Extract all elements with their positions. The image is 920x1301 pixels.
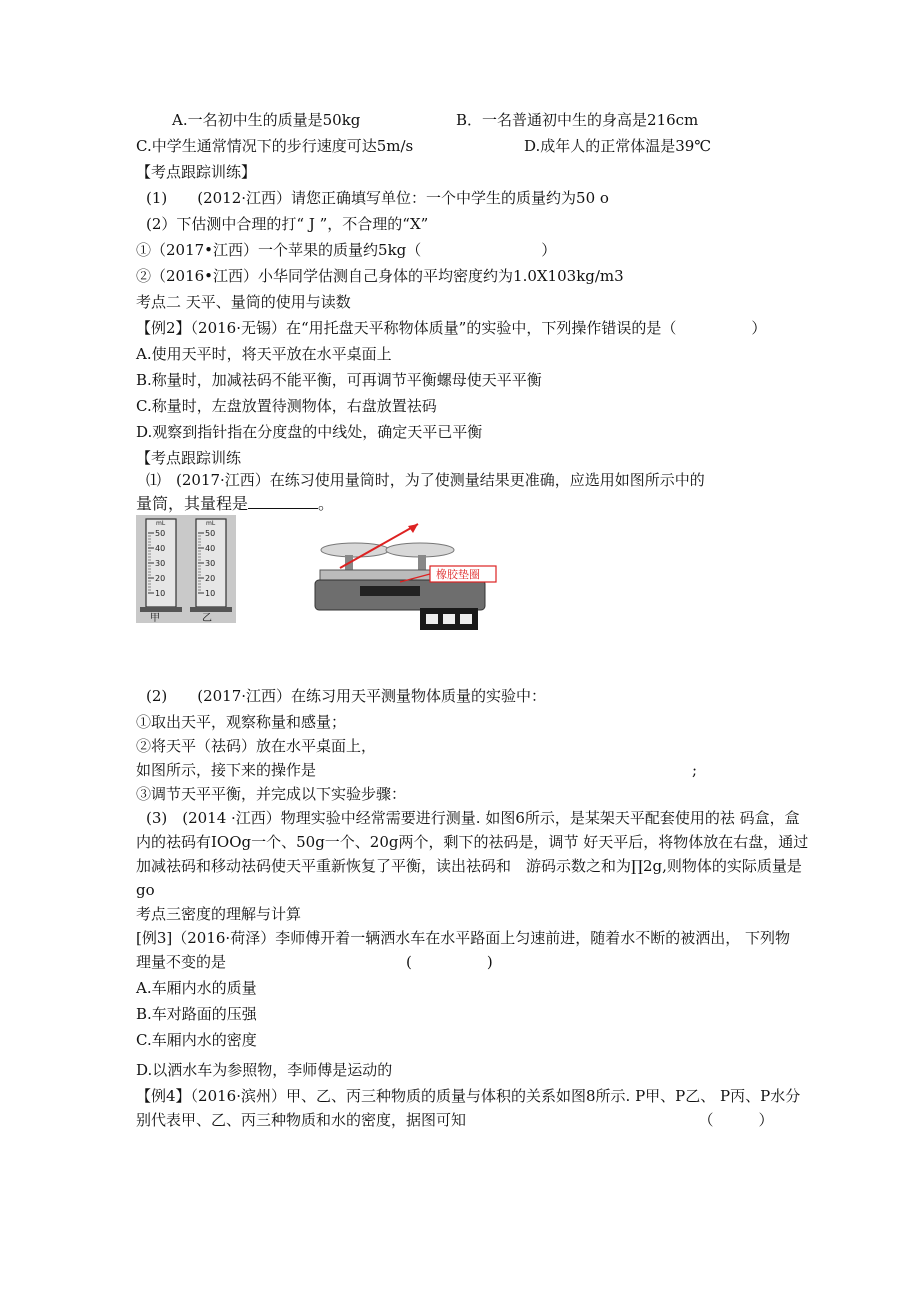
cylinder-yi-label: 乙 [202,613,212,623]
track2-step2: ②将天平（祛码）放在水平桌面上， [136,737,377,755]
balance-scale-plate [360,586,420,596]
track1-sub1: ①（2017•江西）一个苹果的质量约5kg（ ） [136,241,557,259]
section3-title: 考点三密度的理解与计算 [136,905,302,923]
cylinder-yi-base [190,607,232,612]
cylinder-yi-unit: mL [206,520,216,527]
track2-item1-line2 [136,494,334,514]
ex3-option-b: B.车对路面的压强 [136,1005,257,1023]
track2-item3-line1: (3) (2014 ·江西）物理实验中经常需要进行测量. 如图6所示，是某架天平配套使用的祛 码盒，盒 [146,809,800,827]
q1-option-c: C.中学生通常情况下的步行速度可达5m∕s [136,137,414,155]
cylinder-tick-label: 20 [205,574,216,583]
track1-heading: 【考点跟踪训练】 [136,163,257,181]
balance-scale-figure [300,520,510,635]
track2-item1-line1: ⑴ (2017·江西）在练习使用量筒时，为了使测量结果更准确，应选用如图所示中的 [146,471,705,489]
cylinder-jia-unit: mL [156,520,166,527]
track1-item2: (2）下估测中合理的打“ J ”，不合理的“X” [146,215,429,233]
track1-sub2: ②（2016•江西）小华同学估测自己身体的平均密度约为1.0X103kg∕m3 [136,267,624,285]
right-pan [386,543,454,557]
q1-option-b: B．一名普通初中生的身高是216cm [456,111,699,129]
track2-item1-end: 。 [318,494,335,513]
cylinder-tick-label: 50 [205,529,216,538]
ex3-stem-line2: 理量不变的是 ( ) [136,953,493,971]
q1-option-a: A.一名初中生的质量是50kg [172,111,361,129]
ex2-option-a: A.使用天平时，将天平放在水平桌面上 [136,345,392,363]
weight-slot-3 [460,614,472,624]
weight-slot-2 [443,614,455,624]
cylinder-jia-label: 甲 [150,613,160,623]
track2-step2b: 如图所示，接下来的操作是 [136,761,317,779]
track2-step3: ③调节天平平衡，并完成以下实验步骤： [136,785,407,803]
ex3-option-c: C.车厢内水的密度 [136,1031,257,1049]
cylinder-tick-label: 40 [205,544,216,553]
track2-item3-line4: go [136,881,155,899]
track1-item1: (1) (2012·江西）请您正确填写单位：一个中学生的质量约为50 o [146,189,609,207]
ex3-option-d: D.以洒水车为参照物，李师傅是运动的 [136,1061,393,1079]
cylinder-tick-label: 30 [205,559,216,568]
ex2-option-d: D.观察到指针指在分度盘的中线处，确定天平已平衡 [136,423,483,441]
cylinder-jia-base [140,607,182,612]
graduated-cylinders-figure [136,515,236,623]
track2-heading: 【考点跟踪训练 [136,449,242,467]
rubber-pad-label: 橡胶垫圈 [436,568,480,581]
track2-item1-text: 量筒，其量程是 [136,494,249,513]
ex4-stem-line1: 【例4】（2016·滨州）甲、乙、丙三种物质的质量与体积的关系如图8所示. P甲、P乙、 P丙、P水分 [136,1087,801,1105]
cylinder-tick-label: 20 [155,574,166,583]
section2-title: 考点二 天平、量筒的使用与读数 [136,293,351,311]
weight-slot-1 [426,614,438,624]
ex3-stem-line1: [例3]（2016·荷泽）李师傅开着一辆洒水车在水平路面上匀速前进，随着水不断的被洒出， 下列物 [136,929,790,947]
cylinder-tick-label: 30 [155,559,166,568]
cylinder-tick-label: 10 [155,589,166,598]
track2-step2b-end: ; [692,761,698,779]
track2-item3-line2: 内的祛码有IOOg一个、50g一个、20g两个，剩下的祛码是，调节 好天平后，将物体放在右盘，通过 [136,833,809,851]
cylinder-tick-label: 40 [155,544,166,553]
answer-blank [248,494,318,509]
q1-option-d: D.成年人的正常体温是39℃ [524,137,712,155]
track2-item3-line3: 加减祛码和移动祛码使天平重新恢复了平衡，读出祛码和 游码示数之和为∏2g,则物体的实际质量是 [136,857,802,875]
cylinder-tick-label: 50 [155,529,166,538]
cylinder-tick-label: 10 [205,589,216,598]
ex2-option-c: C.称量时，左盘放置待测物体，右盘放置祛码 [136,397,437,415]
ex4-stem-line2: 别代表甲、乙、丙三种物质和水的密度，据图可知 （ ） [136,1111,774,1129]
track2-item2: (2) (2017·江西）在练习用天平测量物体质量的实验中： [146,687,547,705]
ex3-option-a: A.车厢内水的质量 [136,979,257,997]
ex2-stem: 【例2】（2016·无锡）在“用托盘天平称物体质量”的实验中，下列操作错误的是（ ） [136,319,767,337]
track2-step1: ①取出天平，观察称量和感量； [136,713,347,731]
ex2-option-b: B.称量时，加减祛码不能平衡，可再调节平衡螺母使天平平衡 [136,371,542,389]
